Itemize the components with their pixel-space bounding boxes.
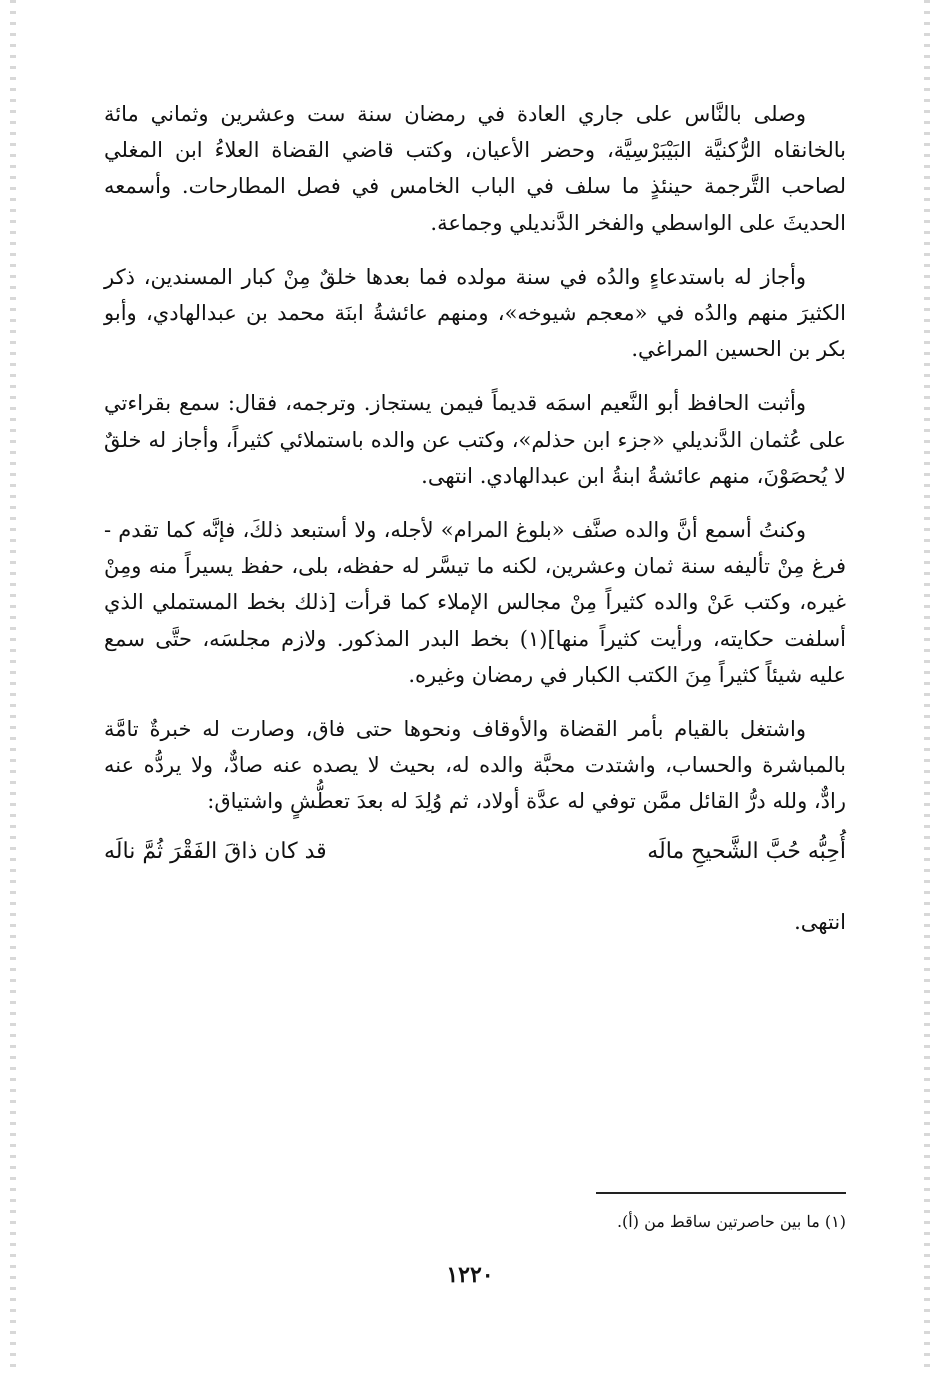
footnote: (١) ما بين حاصرتين ساقط من (أ). [616, 1212, 846, 1231]
page-edge-right [924, 0, 930, 1374]
verse-first-hemistich: أُحِبُّه حُبَّ الشَّحيحِ مالَه [647, 838, 846, 864]
main-text [104, 96, 846, 940]
footnote-separator [596, 1192, 846, 1194]
paragraph: وكنتُ أسمع أنَّ والده صنَّف «بلوغ المرام» لأجله، ولا أستبعد ذلكَ، فإنَّه كما تقدم - فرغ مِنْ تأليفه سنة ثمان وعشرين، لكنه ما تيسَّر له حفظه، بلى، حفظ يسيراً منه ومِنْ غيره، وكتب عَنْ والده كثيراً مِنْ مجالس الإملاء كما قرأت [ذلك بخط المستملي الذي أسلفت حكايته، ورأيت كثيراً منها](١) بخط البدر المذكور. ولازم مجلسَه، حتَّى سمع عليه شيئاً كثيراً مِنَ الكتب الكبار في رمضان وغيره. [104, 518, 847, 687]
verse-end-marker: انتهى. [794, 909, 846, 934]
paragraph: وأجاز له باستدعاءٍ والدُه في سنة مولده فما بعدها خلقٌ مِنْ كبار المسندين، ذكر الكثيرَ منهم والدُه في «معجم شيوخه»، ومنهم عائشةُ ابنَة محمد بن عبدالهادي، وأبو بكر بن الحسين المراغي. [104, 264, 846, 362]
verse-second-hemistich: قد كان ذاقَ الفَقْرَ ثُمَّ نالَه [104, 838, 327, 864]
poetry-verse [104, 834, 846, 874]
page-edge-left [10, 0, 16, 1374]
paragraph: وأثبت الحافظ أبو النَّعيم اسمَه قديماً فيمن يستجاز. وترجمه، فقال: سمع بقراءتي على عُثمان الدَّنديلي «جزء ابن حذلم»، وكتب عن والده باستملائي كثيراً، وأجاز له خلقٌ لا يُحصَوْنَ، منهم عائشةُ ابنةُ ابن عبدالهادي. انتهى. [104, 391, 846, 488]
paragraph: واشتغل بالقيام بأمر القضاة والأوقاف ونحوها حتى فاق، وصارت له خبرةٌ تامَّة بالمباشرة والحساب، واشتدت محبَّة والده له، بحيث لا يصده عنه صادٌّ، ولا يردُّه عنه رادٌّ، ولله درُّ القائل ممَّن توفي له عدَّة أولاد، ثم وُلِدَ له بعدَ تعطُّشٍ واشتياق: [104, 717, 846, 814]
page-number: ١٢٢٠ [446, 1262, 494, 1288]
paragraph: وصلى بالنَّاس على جاري العادة في رمضان سنة ست وعشرين وثماني مائة بالخانقاه الرُّكنيَّة البَيْبَرْسِيَّة، وحضر الأعيان، وكتب قاضي القضاة العلاءُ ابن المغلي لصاحب التَّرجمة حينئذٍ ما سلف في الباب الخامس في فصل المطارحات. وأسمعه الحديثَ على الواسطي والفخر الدَّنديلي وجماعة. [104, 102, 846, 235]
